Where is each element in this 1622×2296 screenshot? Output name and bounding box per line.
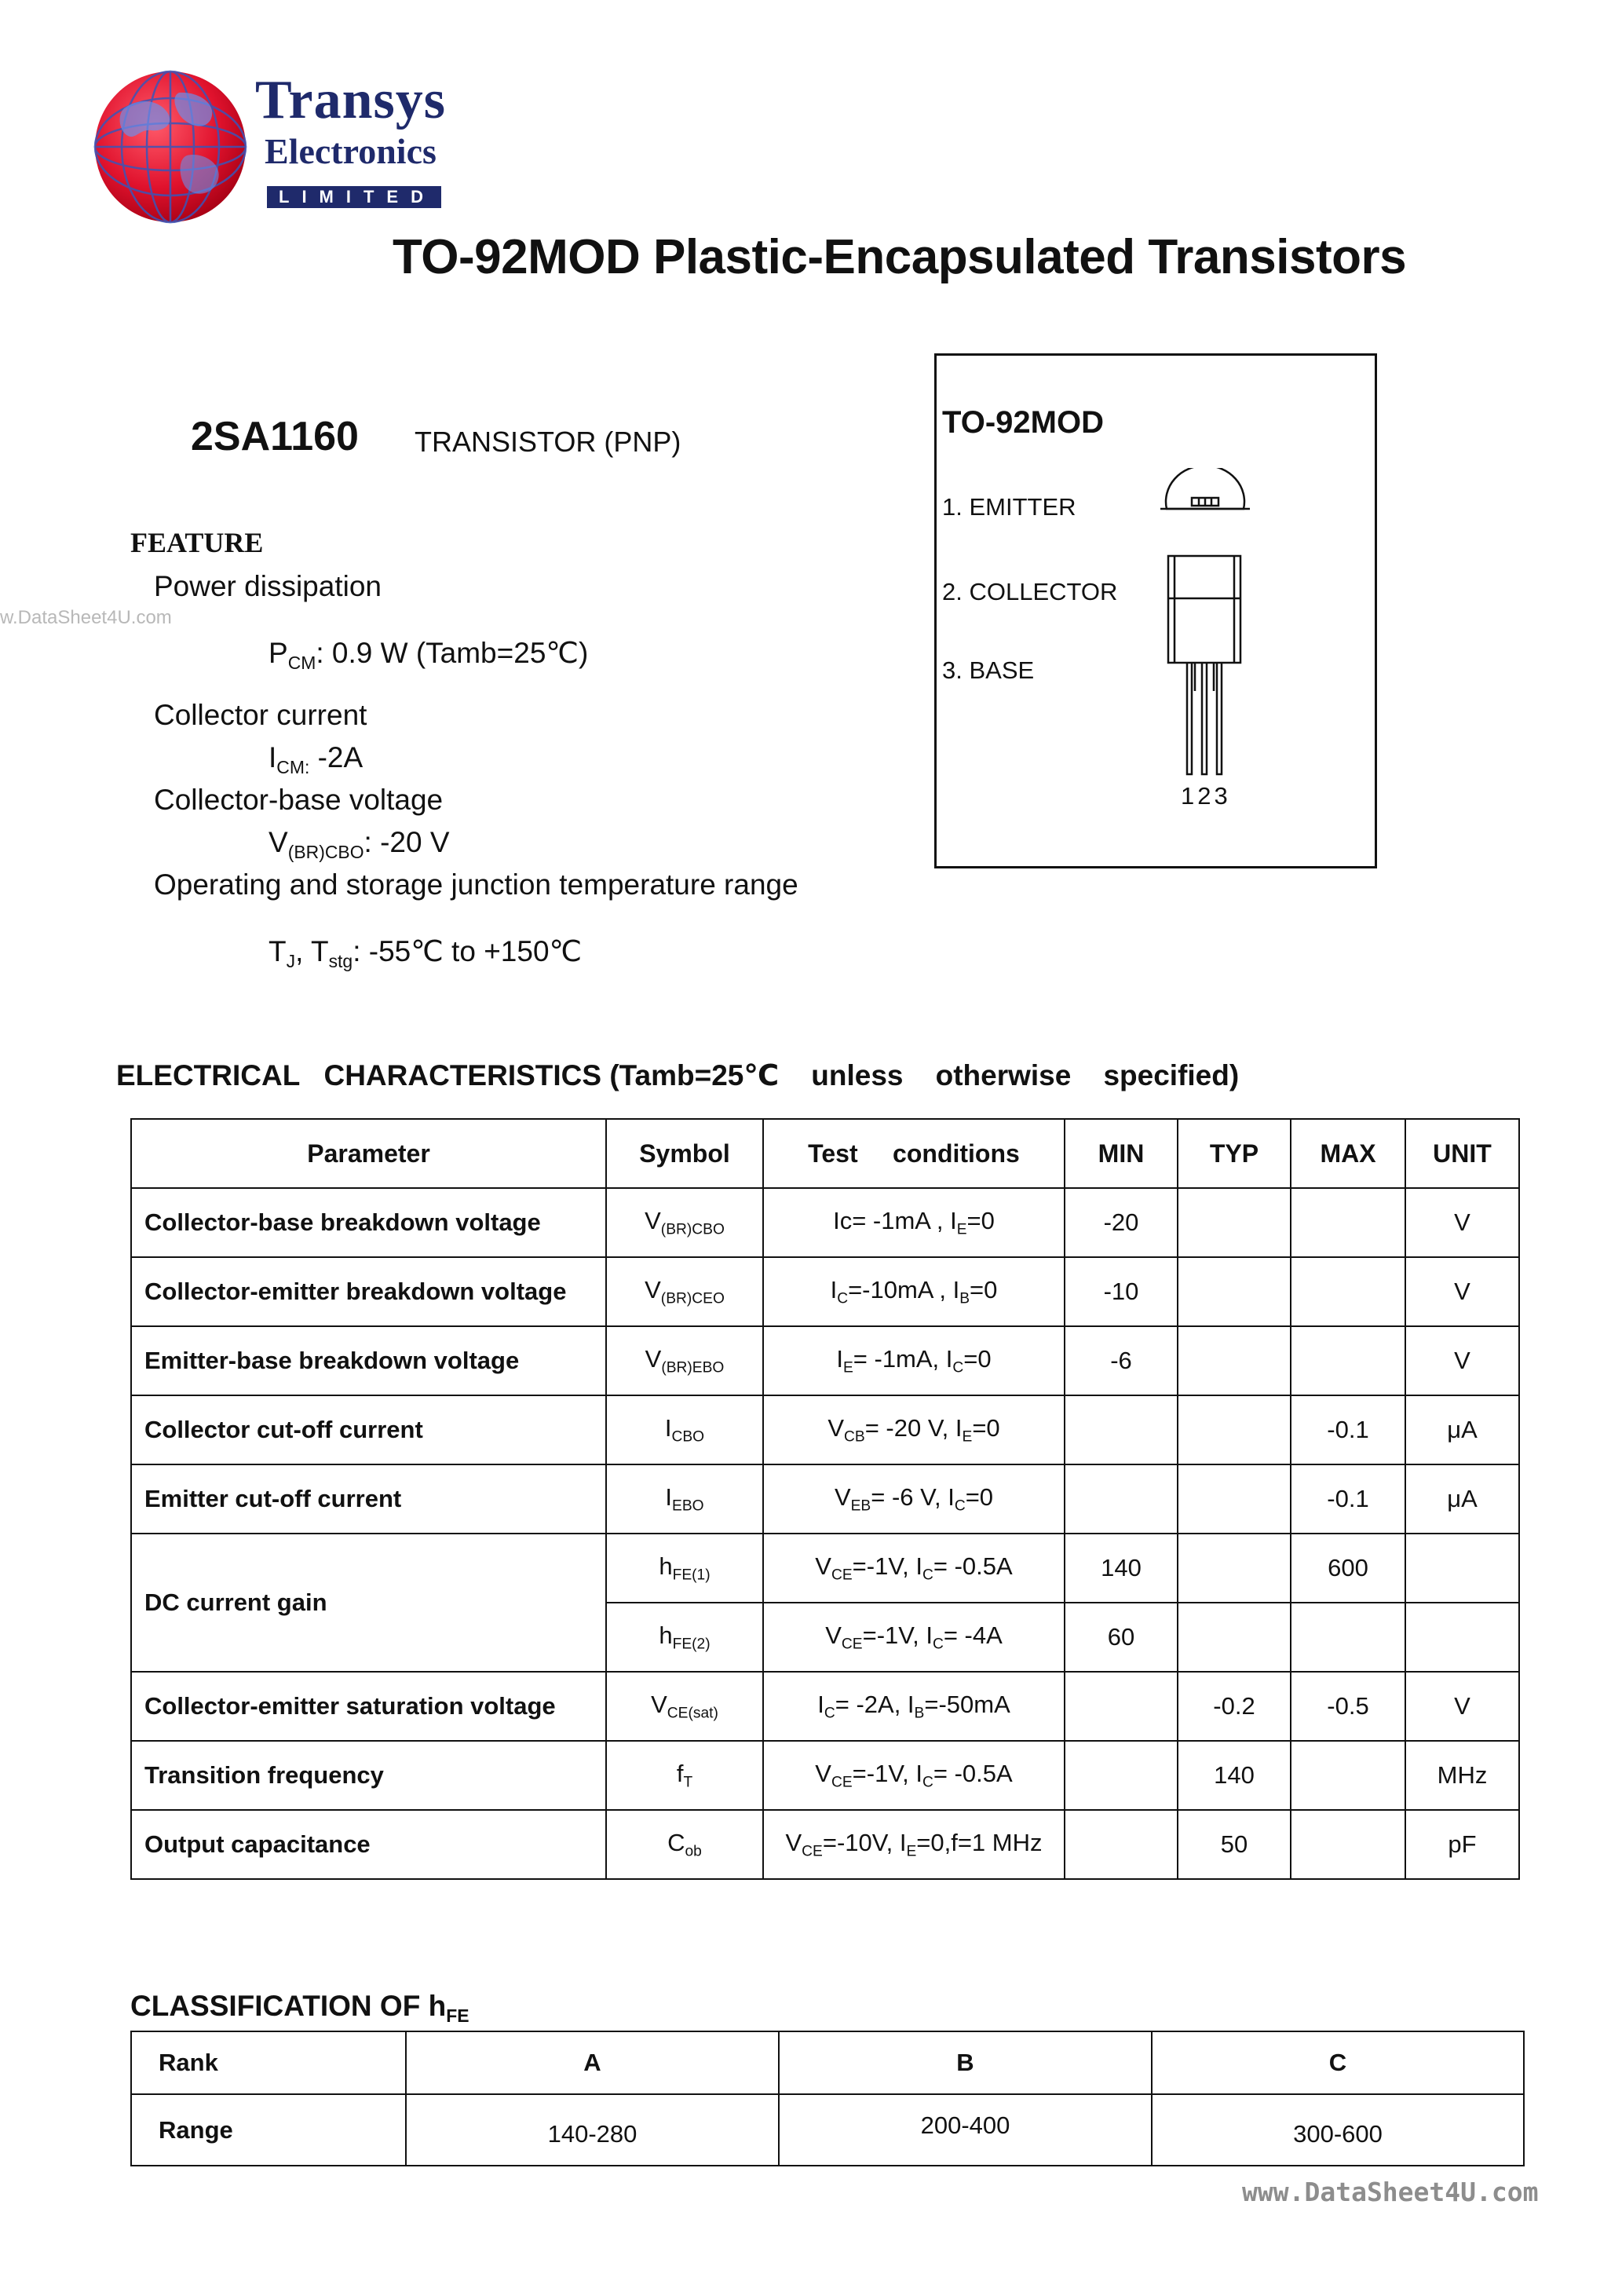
icm-spec: $I_{CM:}$ -2A: [269, 741, 363, 778]
unit-cell: μA: [1405, 1395, 1519, 1464]
max-cell: -0.1: [1291, 1464, 1405, 1534]
classification-title: CLASSIFICATION OF $h_{FE}$: [130, 1990, 469, 2027]
max-cell: -0.1: [1291, 1395, 1405, 1464]
table-row: [131, 1395, 1519, 1464]
max-cell: [1291, 1326, 1405, 1395]
param-cell: Collector-base breakdown voltage: [131, 1188, 606, 1257]
cb-voltage-label: Collector-base voltage: [154, 784, 444, 816]
header-symbol: Symbol: [606, 1119, 763, 1188]
rank-c: C: [1152, 2031, 1524, 2094]
max-cell: [1291, 1188, 1405, 1257]
condition-cell: $V_{CE}=-10V$, $I_E=0,f=1$ MHz: [763, 1810, 1065, 1879]
table-row: [131, 1188, 1519, 1257]
min-cell: [1065, 1464, 1178, 1534]
side-watermark: w.DataSheet4U.com: [0, 607, 172, 628]
table-header-row: [131, 1119, 1519, 1188]
table-row: [131, 1326, 1519, 1395]
company-subname: Electronics: [265, 131, 437, 171]
part-type: TRANSISTOR (PNP): [415, 426, 681, 458]
param-cell: Output capacitance: [131, 1810, 606, 1879]
table-row: [131, 1534, 1519, 1603]
rank-b: B: [779, 2031, 1152, 2094]
package-name: TO-92MOD: [942, 405, 1104, 440]
power-dissipation-label: Power dissipation: [154, 570, 382, 602]
unit-cell: [1405, 1534, 1519, 1603]
condition-cell: $V_{CE}=-1V$, $I_C= -4A$: [763, 1603, 1065, 1672]
range-label: Range: [131, 2094, 406, 2166]
pin-base: 3. BASE: [942, 656, 1035, 684]
typ-cell: [1178, 1464, 1291, 1534]
table-row: [131, 1672, 1519, 1741]
unit-cell: V: [1405, 1257, 1519, 1326]
temp-spec: $T_J$, $T_{stg}$: -55℃ to +150℃: [269, 935, 583, 972]
unit-cell: V: [1405, 1326, 1519, 1395]
symbol-cell: $V_{CE(sat)}$: [606, 1672, 763, 1741]
param-cell: Collector cut-off current: [131, 1395, 606, 1464]
typ-cell: 50: [1178, 1810, 1291, 1879]
param-cell: Transition frequency: [131, 1741, 606, 1810]
param-cell: Collector-emitter saturation voltage: [131, 1672, 606, 1741]
typ-cell: [1178, 1534, 1291, 1603]
temp-range-label: Operating and storage junction temperature range: [154, 868, 798, 901]
collector-current-label: Collector current: [154, 699, 367, 731]
table-row: [131, 1257, 1519, 1326]
header-unit: UNIT: [1405, 1119, 1519, 1188]
condition-cell: $V_{CE}=-1V$, $I_C= -0.5A$: [763, 1741, 1065, 1810]
symbol-cell: $V_{(BR)EBO}$: [606, 1326, 763, 1395]
min-cell: [1065, 1672, 1178, 1741]
typ-cell: [1178, 1257, 1291, 1326]
classification-table: [130, 2031, 1525, 2166]
table-row: [131, 1741, 1519, 1810]
symbol-cell: $C_{ob}$: [606, 1810, 763, 1879]
electrical-characteristics-table: [130, 1118, 1520, 1880]
table-row: [131, 1464, 1519, 1534]
condition-cell: $I_E= -1mA$, $I_C=0$: [763, 1326, 1065, 1395]
typ-cell: [1178, 1326, 1291, 1395]
condition-cell: Ic= -1mA , $I_E=0$: [763, 1188, 1065, 1257]
range-c: 300-600: [1152, 2094, 1524, 2166]
pcm-spec: $P_{CM}$: 0.9 W (Tamb=25℃): [269, 637, 589, 674]
symbol-cell: $I_{EBO}$: [606, 1464, 763, 1534]
vcbo-spec: $V_{(BR)CBO}$: -20 V: [269, 826, 450, 863]
symbol-cell: $V_{(BR)CEO}$: [606, 1257, 763, 1326]
unit-cell: V: [1405, 1672, 1519, 1741]
to92mod-package-icon: [1154, 468, 1256, 782]
symbol-cell: $f_T$: [606, 1741, 763, 1810]
min-cell: [1065, 1395, 1178, 1464]
unit-cell: μA: [1405, 1464, 1519, 1534]
min-cell: -10: [1065, 1257, 1178, 1326]
table-row: [131, 1810, 1519, 1879]
min-cell: 60: [1065, 1603, 1178, 1672]
max-cell: -0.5: [1291, 1672, 1405, 1741]
document-title: TO-92MOD Plastic-Encapsulated Transistors: [393, 230, 1407, 284]
header-parameter: Parameter: [131, 1119, 606, 1188]
range-row: [131, 2094, 1524, 2166]
pin-numbers: 123: [1181, 782, 1231, 810]
min-cell: 140: [1065, 1534, 1178, 1603]
unit-cell: [1405, 1603, 1519, 1672]
unit-cell: V: [1405, 1188, 1519, 1257]
symbol-cell: $h_{FE(2)}$: [606, 1603, 763, 1672]
pin-collector: 2. COLLECTOR: [942, 578, 1118, 605]
range-b: 200-400: [779, 2094, 1152, 2166]
condition-cell: $I_C=-10mA$ , $I_B=0$: [763, 1257, 1065, 1326]
unit-cell: pF: [1405, 1810, 1519, 1879]
pin-emitter: 1. EMITTER: [942, 493, 1076, 521]
max-cell: [1291, 1603, 1405, 1672]
rank-a: A: [406, 2031, 779, 2094]
ec-title: ELECTRICAL CHARACTERISTICS (Tamb=25℃ unless otherwise specified): [116, 1059, 1240, 1091]
param-cell: Emitter cut-off current: [131, 1464, 606, 1534]
max-cell: [1291, 1741, 1405, 1810]
typ-cell: 140: [1178, 1741, 1291, 1810]
feature-heading: FEATURE: [130, 527, 264, 558]
typ-cell: [1178, 1188, 1291, 1257]
unit-cell: MHz: [1405, 1741, 1519, 1810]
symbol-cell: $I_{CBO}$: [606, 1395, 763, 1464]
param-cell: Emitter-base breakdown voltage: [131, 1326, 606, 1395]
company-limited-bar: LIMITED: [267, 186, 441, 208]
rank-row: [131, 2031, 1524, 2094]
max-cell: [1291, 1257, 1405, 1326]
bottom-watermark: www.DataSheet4U.com: [1242, 2177, 1539, 2207]
max-cell: [1291, 1810, 1405, 1879]
param-cell: Collector-emitter breakdown voltage: [131, 1257, 606, 1326]
rank-label: Rank: [131, 2031, 406, 2094]
typ-cell: [1178, 1395, 1291, 1464]
company-name: Transys: [255, 70, 446, 130]
min-cell: [1065, 1810, 1178, 1879]
min-cell: [1065, 1741, 1178, 1810]
typ-cell: -0.2: [1178, 1672, 1291, 1741]
max-cell: 600: [1291, 1534, 1405, 1603]
header-typ: TYP: [1178, 1119, 1291, 1188]
symbol-cell: $h_{FE(1)}$: [606, 1534, 763, 1603]
condition-cell: $V_{CB}= -20$ V, $I_E=0$: [763, 1395, 1065, 1464]
header-max: MAX: [1291, 1119, 1405, 1188]
param-cell: DC current gain: [131, 1534, 606, 1672]
globe-logo-icon: [93, 69, 248, 225]
typ-cell: [1178, 1603, 1291, 1672]
part-number: 2SA1160: [191, 414, 359, 459]
min-cell: -20: [1065, 1188, 1178, 1257]
condition-cell: $I_C= -2A$, $I_B=-50mA$: [763, 1672, 1065, 1741]
condition-cell: $V_{CE}=-1V$, $I_C= -0.5A$: [763, 1534, 1065, 1603]
range-a: 140-280: [406, 2094, 779, 2166]
symbol-cell: $V_{(BR)CBO}$: [606, 1188, 763, 1257]
min-cell: -6: [1065, 1326, 1178, 1395]
header-test-conditions: Test conditions: [763, 1119, 1065, 1188]
condition-cell: $V_{EB}= -6$ V, $I_C=0$: [763, 1464, 1065, 1534]
header-min: MIN: [1065, 1119, 1178, 1188]
